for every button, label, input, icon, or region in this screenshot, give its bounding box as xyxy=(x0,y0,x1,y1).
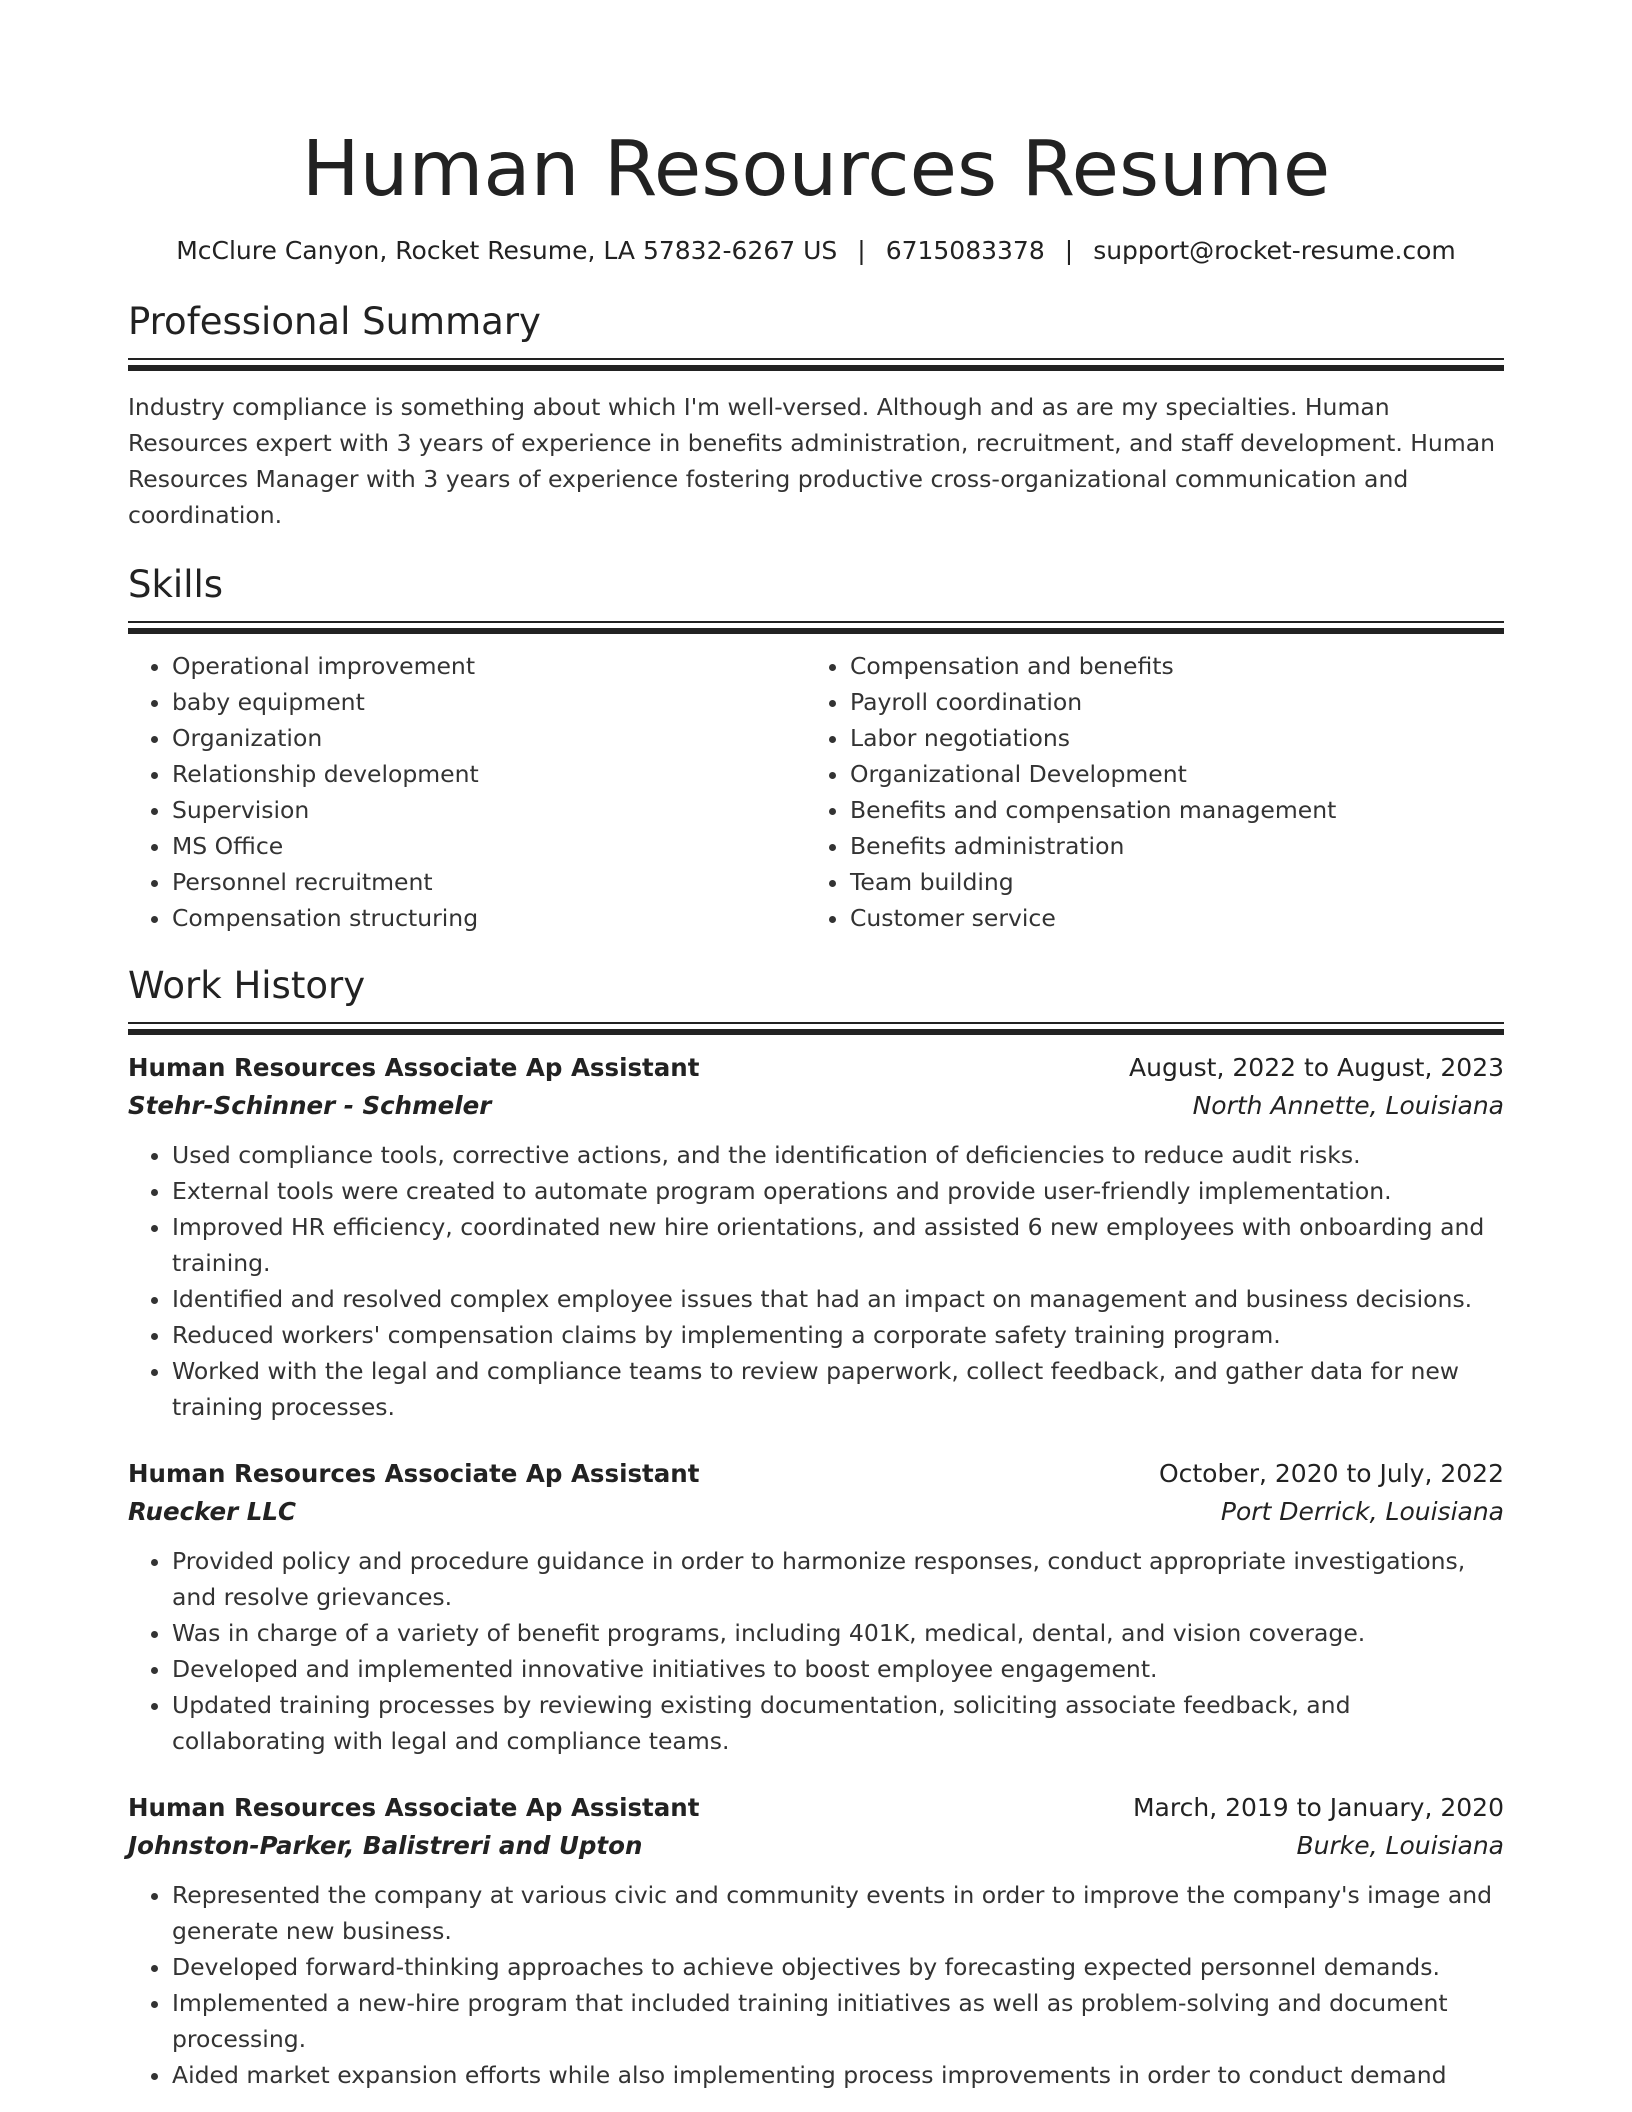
contact-email: support@rocket-resume.com xyxy=(1093,236,1456,265)
job-bullets xyxy=(128,1877,1504,2093)
skill-item: • Personnel recruitment xyxy=(172,864,806,900)
skill-item: • Organizational Development xyxy=(850,756,1484,792)
skill-item: • Benefits and compensation management xyxy=(850,792,1484,828)
job-bullet: • Updated training processes by reviewing existing documentation, soliciting associate feedback, and collaborating with legal and compliance teams. xyxy=(172,1687,1504,1759)
skill-item: • Benefits administration xyxy=(850,828,1484,864)
contact-phone: 6715083378 xyxy=(885,236,1045,265)
job-title-row xyxy=(128,1455,1504,1493)
job-bullet: • Reduced workers' compensation claims by implementing a corporate safety training program. xyxy=(172,1317,1504,1353)
summary-section xyxy=(128,298,1504,533)
section-divider xyxy=(128,358,1504,360)
job-bullets xyxy=(128,1137,1504,1425)
job-company: Johnston-Parker, Balistreri and Upton xyxy=(128,1831,643,1860)
contact-address: McClure Canyon, Rocket Resume, LA 57832-6267 US xyxy=(176,236,838,265)
skill-item: • Payroll coordination xyxy=(850,684,1484,720)
skill-item: • Customer service xyxy=(850,900,1484,936)
section-divider-thick xyxy=(128,365,1504,371)
skills-section xyxy=(128,561,1504,936)
skill-item: • Supervision xyxy=(172,792,806,828)
job-bullet: • External tools were created to automate program operations and provide user-friendly implementation. xyxy=(172,1173,1504,1209)
job-bullet: • Represented the company at various civic and community events in order to improve the company's image and generate new business. xyxy=(172,1877,1504,1949)
skills-list xyxy=(128,648,1504,936)
job-bullet: • Provided policy and procedure guidance in order to harmonize responses, conduct appropriate investigations, and resolve grievances. xyxy=(172,1543,1504,1615)
job-dates: October, 2020 to July, 2022 xyxy=(1158,1459,1504,1488)
job-entry xyxy=(128,1455,1504,1759)
work-history-heading: Work History xyxy=(128,964,366,1007)
job-bullet: • Developed and implemented innovative initiatives to boost employee engagement. xyxy=(172,1651,1504,1687)
job-company: Ruecker LLC xyxy=(128,1497,296,1526)
contact-line xyxy=(128,234,1504,268)
job-location: Burke, Louisiana xyxy=(1296,1831,1504,1860)
skill-item: • Relationship development xyxy=(172,756,806,792)
job-dates: August, 2022 to August, 2023 xyxy=(1129,1053,1504,1082)
resume-page xyxy=(128,0,1504,2093)
skills-heading: Skills xyxy=(128,563,224,606)
job-company-row xyxy=(128,1087,1504,1125)
skill-item: • Team building xyxy=(850,864,1484,900)
contact-separator: | xyxy=(857,236,866,265)
job-dates: March, 2019 to January, 2020 xyxy=(1132,1793,1504,1822)
summary-heading: Professional Summary xyxy=(128,300,541,343)
job-entry xyxy=(128,1789,1504,2093)
job-bullet: • Implemented a new-hire program that included training initiatives as well as problem-solving and document processing. xyxy=(172,1985,1504,2057)
job-location: North Annette, Louisiana xyxy=(1192,1091,1504,1120)
job-company-row xyxy=(128,1493,1504,1531)
skill-item: • baby equipment xyxy=(172,684,806,720)
contact-separator: | xyxy=(1064,236,1074,265)
job-bullet: • Worked with the legal and compliance teams to review paperwork, collect feedback, and gather data for new training processes. xyxy=(172,1353,1504,1425)
section-divider-thick xyxy=(128,1029,1504,1035)
job-title: Human Resources Associate Ap Assistant xyxy=(128,1053,700,1082)
skill-item: • MS Office xyxy=(172,828,806,864)
skill-item: • Labor negotiations xyxy=(850,720,1484,756)
summary-text: Industry compliance is something about which I'm well-versed. Although and as are my specialties. Human Resources expert with 3 years of experience in benefits administration, recruitment, and staff development. Human Resources Manager with 3 years of experience fostering productive cross-organizational communication and coordination. xyxy=(128,393,1496,529)
section-divider xyxy=(128,621,1504,623)
skills-column-right xyxy=(806,648,1484,936)
job-title: Human Resources Associate Ap Assistant xyxy=(128,1793,700,1822)
job-bullet: • Used compliance tools, corrective actions, and the identification of deficiencies to reduce audit risks. xyxy=(172,1137,1504,1173)
skill-item: • Operational improvement xyxy=(172,648,806,684)
job-bullet: • Developed forward-thinking approaches to achieve objectives by forecasting expected personnel demands. xyxy=(172,1949,1504,1985)
job-entry xyxy=(128,1049,1504,1425)
job-bullet: • Improved HR efficiency, coordinated new hire orientations, and assisted 6 new employees with onboarding and training. xyxy=(172,1209,1504,1281)
job-title-row xyxy=(128,1789,1504,1827)
job-title-row xyxy=(128,1049,1504,1087)
job-company-row xyxy=(128,1827,1504,1865)
job-location: Port Derrick, Louisiana xyxy=(1220,1497,1504,1526)
skill-item: • Compensation structuring xyxy=(172,900,806,936)
skills-column-left xyxy=(128,648,806,936)
skill-item: • Organization xyxy=(172,720,806,756)
job-bullet: • Aided market expansion efforts while also implementing process improvements in order to conduct demand xyxy=(172,2057,1504,2093)
job-bullets xyxy=(128,1543,1504,1759)
job-title: Human Resources Associate Ap Assistant xyxy=(128,1459,700,1488)
resume-title: Human Resources Resume xyxy=(301,125,1331,214)
section-divider-thick xyxy=(128,628,1504,634)
job-bullet: • Identified and resolved complex employee issues that had an impact on management and business decisions. xyxy=(172,1281,1504,1317)
job-bullet: • Was in charge of a variety of benefit programs, including 401K, medical, dental, and vision coverage. xyxy=(172,1615,1504,1651)
work-history-section xyxy=(128,962,1504,2093)
job-company: Stehr-Schinner - Schmeler xyxy=(128,1091,492,1120)
section-divider xyxy=(128,1022,1504,1024)
skill-item: • Compensation and benefits xyxy=(850,648,1484,684)
